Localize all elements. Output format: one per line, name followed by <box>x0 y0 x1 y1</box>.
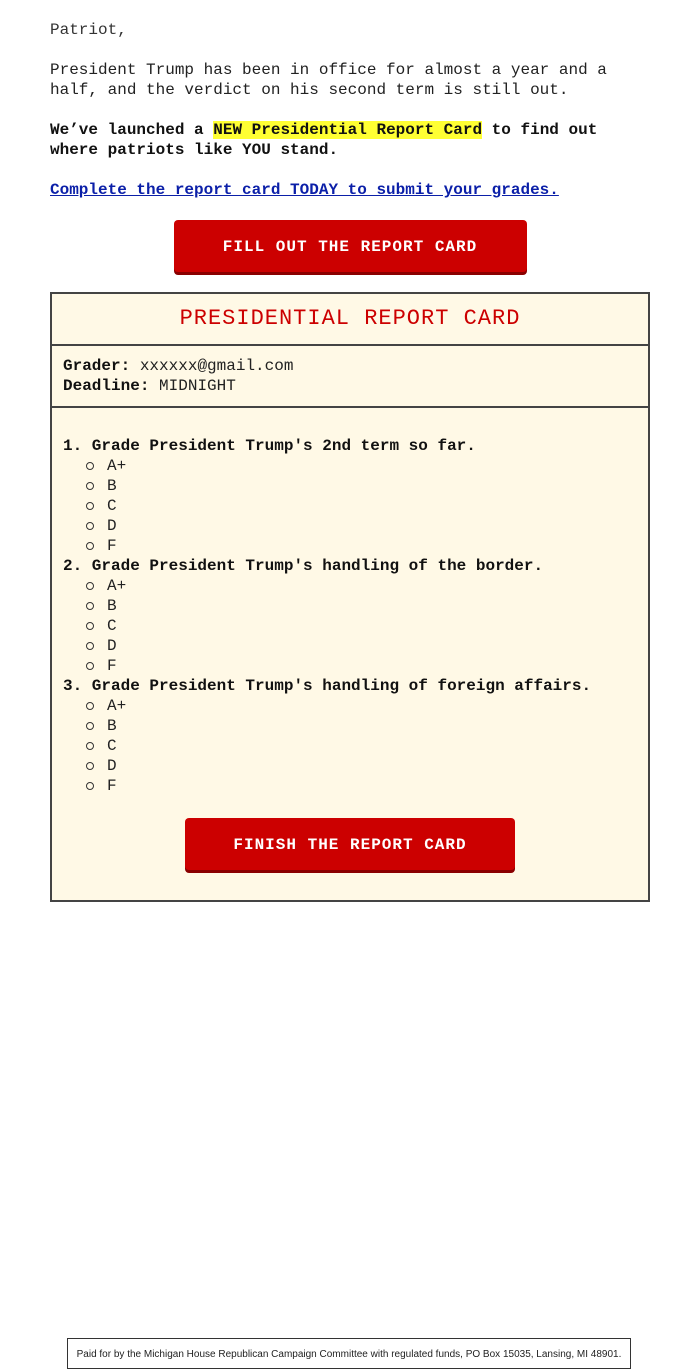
option-label: B <box>107 477 117 495</box>
circle-icon <box>86 722 94 730</box>
report-card-link[interactable]: Complete the report card TODAY to submit your grades. <box>50 181 559 199</box>
launch-prefix: We’ve launched a <box>50 121 214 139</box>
report-card-meta <box>52 346 648 408</box>
circle-icon <box>86 462 94 470</box>
grade-options <box>63 456 637 556</box>
option-label: D <box>107 637 117 655</box>
option-label: B <box>107 717 117 735</box>
question-text: 3. Grade President Trump's handling of foreign affairs. <box>63 677 592 695</box>
deadline-value: MIDNIGHT <box>159 377 236 395</box>
option-label: C <box>107 497 117 515</box>
question-2 <box>63 556 637 676</box>
option-label: D <box>107 517 117 535</box>
grader-row <box>63 356 637 376</box>
launch-paragraph <box>50 120 650 160</box>
circle-icon <box>86 542 94 550</box>
grade-option[interactable] <box>85 536 637 556</box>
finish-report-card-button[interactable]: FINISH THE REPORT CARD <box>185 818 515 870</box>
grade-option[interactable] <box>85 656 637 676</box>
grade-option[interactable] <box>85 516 637 536</box>
grade-option[interactable] <box>85 456 637 476</box>
grade-option[interactable] <box>85 716 637 736</box>
grade-option[interactable] <box>85 696 637 716</box>
option-label: A+ <box>107 457 127 475</box>
circle-icon <box>86 642 94 650</box>
grade-options <box>63 696 637 796</box>
circle-icon <box>86 742 94 750</box>
grade-option[interactable] <box>85 776 637 796</box>
grader-label: Grader: <box>63 357 131 375</box>
grade-option[interactable] <box>85 636 637 656</box>
circle-icon <box>86 782 94 790</box>
circle-icon <box>86 602 94 610</box>
circle-icon <box>86 522 94 530</box>
grade-option[interactable] <box>85 756 637 776</box>
grade-option[interactable] <box>85 576 637 596</box>
circle-icon <box>86 662 94 670</box>
circle-icon <box>86 762 94 770</box>
option-label: F <box>107 777 117 795</box>
launch-suffix: to find out where patriots like YOU stand. <box>50 121 598 159</box>
question-text: 2. Grade President Trump's handling of the border. <box>63 557 544 575</box>
option-label: B <box>107 597 117 615</box>
fill-out-report-card-button[interactable]: FILL OUT THE REPORT CARD <box>174 220 527 272</box>
option-label: F <box>107 537 117 555</box>
circle-icon <box>86 502 94 510</box>
grade-option[interactable] <box>85 476 637 496</box>
circle-icon <box>86 622 94 630</box>
grader-value: xxxxxx@gmail.com <box>139 357 294 375</box>
report-card-title: PRESIDENTIAL REPORT CARD <box>52 294 648 346</box>
launch-highlight: NEW Presidential Report Card <box>213 121 483 139</box>
circle-icon <box>86 702 94 710</box>
circle-icon <box>86 482 94 490</box>
report-card-questions <box>52 408 648 900</box>
question-1 <box>63 436 637 556</box>
option-label: A+ <box>107 577 127 595</box>
option-label: A+ <box>107 697 127 715</box>
grade-option[interactable] <box>85 616 637 636</box>
grade-option[interactable] <box>85 736 637 756</box>
salutation: Patriot, <box>50 21 127 39</box>
paid-for-disclaimer: Paid for by the Michigan House Republican Campaign Committee with regulated funds, PO Box 15035, Lansing, MI 48901. <box>67 1338 631 1369</box>
deadline-label: Deadline: <box>63 377 150 395</box>
deadline-row <box>63 376 637 396</box>
option-label: C <box>107 737 117 755</box>
option-label: C <box>107 617 117 635</box>
circle-icon <box>86 582 94 590</box>
intro-paragraph: President Trump has been in office for almost a year and a half, and the verdict on his second term is still out. <box>50 61 607 99</box>
question-3 <box>63 676 637 796</box>
report-card <box>50 292 650 902</box>
grade-options <box>63 576 637 676</box>
grade-option[interactable] <box>85 596 637 616</box>
option-label: F <box>107 657 117 675</box>
question-text: 1. Grade President Trump's 2nd term so far. <box>63 437 476 455</box>
email-content <box>50 20 650 902</box>
option-label: D <box>107 757 117 775</box>
grade-option[interactable] <box>85 496 637 516</box>
